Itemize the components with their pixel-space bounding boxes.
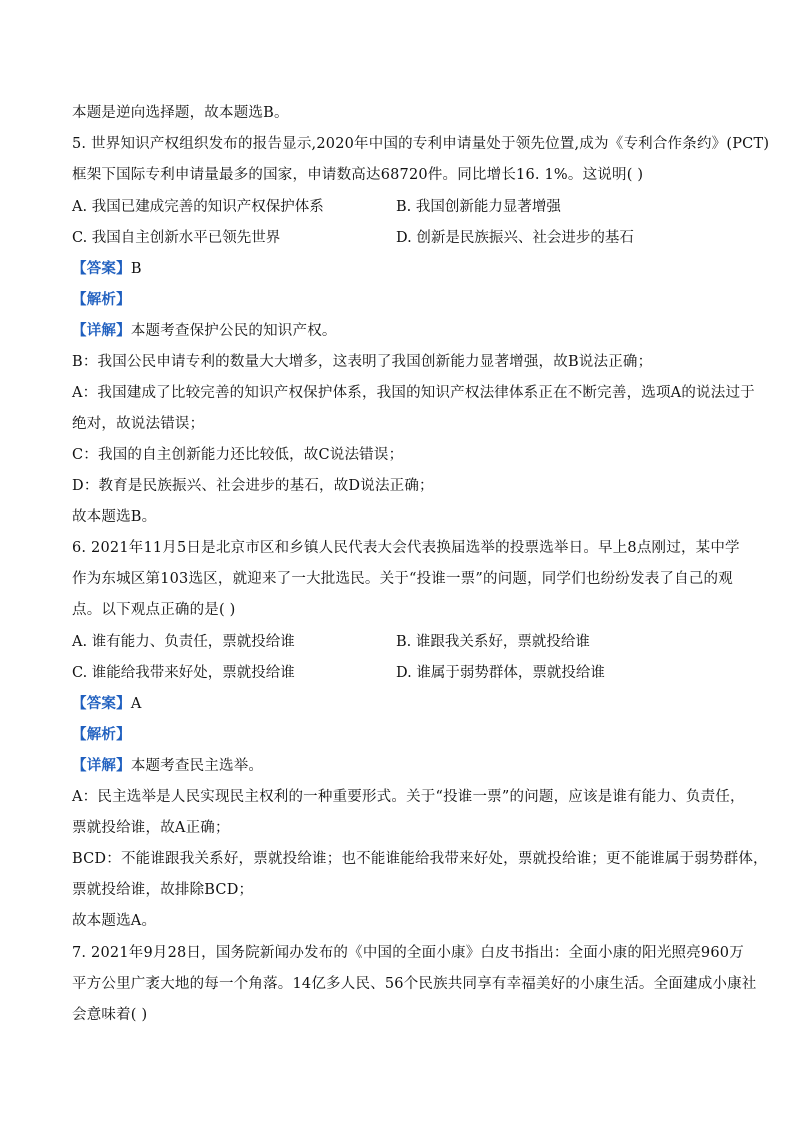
q5-explain-c: C：我国的自主创新能力还比较低，故C说法错误； xyxy=(72,447,404,463)
q6-analysis-tag xyxy=(72,725,734,745)
q6-detail-tag: 【详解】 xyxy=(72,757,131,774)
q5-answer xyxy=(72,259,734,279)
q6-option-c: C. 谁能给我带来好处，票就投给谁 xyxy=(72,665,295,681)
q6-answer-tag: 【答案】 xyxy=(72,695,131,712)
q6-stem-line1: 6. 2021年11月5日是北京市区和乡镇人民代表大会代表换届选举的投票选举日。早上8点刚过，某中学 xyxy=(72,540,740,556)
q6-stem-line3: 点。以下观点正确的是( ) xyxy=(72,602,236,618)
q5-detail-text: 本题考查保护公民的知识产权。 xyxy=(130,323,337,339)
q7-stem-line2: 平方公里广袤大地的每一个角落。14亿多人民、56个民族共同享有幸福美好的小康生活。全面建成小康社 xyxy=(72,976,757,992)
q5-answer-value: B xyxy=(130,261,142,277)
q5-option-b: B. 我国创新能力显著增强 xyxy=(396,199,561,215)
q6-explain-a-line1: A：民主选举是人民实现民主权利的一种重要形式。关于“投谁一票”的问题，应该是谁有能力、负责任， xyxy=(72,789,745,805)
q6-option-b: B. 谁跟我关系好，票就投给谁 xyxy=(396,634,590,650)
q6-explain-a-line2: 票就投给谁，故A正确； xyxy=(72,820,230,836)
q6-detail-text: 本题考查民主选举。 xyxy=(130,758,264,774)
q5-explain-a-line1: A：我国建成了比较完善的知识产权保护体系，我国的知识产权法律体系正在不断完善，选项A的说法过于 xyxy=(72,385,755,401)
q5-conclusion: 故本题选B。 xyxy=(72,509,157,525)
q6-explain-bcd-line2: 票就投给谁，故排除BCD； xyxy=(72,882,254,898)
q6-answer xyxy=(72,694,734,714)
q5-stem-line1: 5. 世界知识产权组织发布的报告显示,2020年中国的专利申请量处于领先位置,成为《专利合作条约》(PCT) xyxy=(72,136,770,152)
q5-explain-d: D：教育是民族振兴、社会进步的基石，故D说法正确； xyxy=(72,478,434,494)
intro-conclusion: 本题是逆向选择题，故本题选B。 xyxy=(72,105,289,121)
q6-analysis-label: 【解析】 xyxy=(72,726,131,743)
q5-analysis-label: 【解析】 xyxy=(72,291,131,308)
q6-option-d: D. 谁属于弱势群体，票就投给谁 xyxy=(396,665,605,681)
q7-stem-line1: 7. 2021年9月28日，国务院新闻办发布的《中国的全面小康》白皮书指出：全面小康的阳光照亮960万 xyxy=(72,945,744,961)
q6-detail xyxy=(72,756,734,776)
q5-detail xyxy=(72,321,734,341)
q6-answer-value: A xyxy=(130,696,142,712)
q6-conclusion: 故本题选A。 xyxy=(72,913,157,929)
q5-detail-tag: 【详解】 xyxy=(72,322,131,339)
q5-explain-a-line2: 绝对，故说法错误； xyxy=(72,416,205,432)
q7-stem-line3: 会意味着( ) xyxy=(72,1007,148,1023)
q6-option-a: A. 谁有能力、负责任，票就投给谁 xyxy=(72,634,295,650)
q6-stem-line2: 作为东城区第103选区，就迎来了一大批选民。关于“投谁一票”的问题，同学们也纷纷发表了自己的观 xyxy=(72,571,733,587)
q6-explain-bcd-line1: BCD：不能谁跟我关系好，票就投给谁；也不能谁能给我带来好处，票就投给谁；更不能谁属于弱势群体， xyxy=(72,851,768,867)
q5-answer-tag: 【答案】 xyxy=(72,260,131,277)
q5-option-c: C. 我国自主创新水平已领先世界 xyxy=(72,230,281,246)
q5-stem-line2: 框架下国际专利申请量最多的国家，申请数高达68720件。同比增长16. 1%。这说明( ) xyxy=(72,167,644,183)
q5-explain-b: B：我国公民申请专利的数量大大增多，这表明了我国创新能力显著增强，故B说法正确； xyxy=(72,354,653,370)
q5-option-a: A. 我国已建成完善的知识产权保护体系 xyxy=(72,199,324,215)
q5-analysis-tag xyxy=(72,290,734,310)
q5-option-d: D. 创新是民族振兴、社会进步的基石 xyxy=(396,230,634,246)
